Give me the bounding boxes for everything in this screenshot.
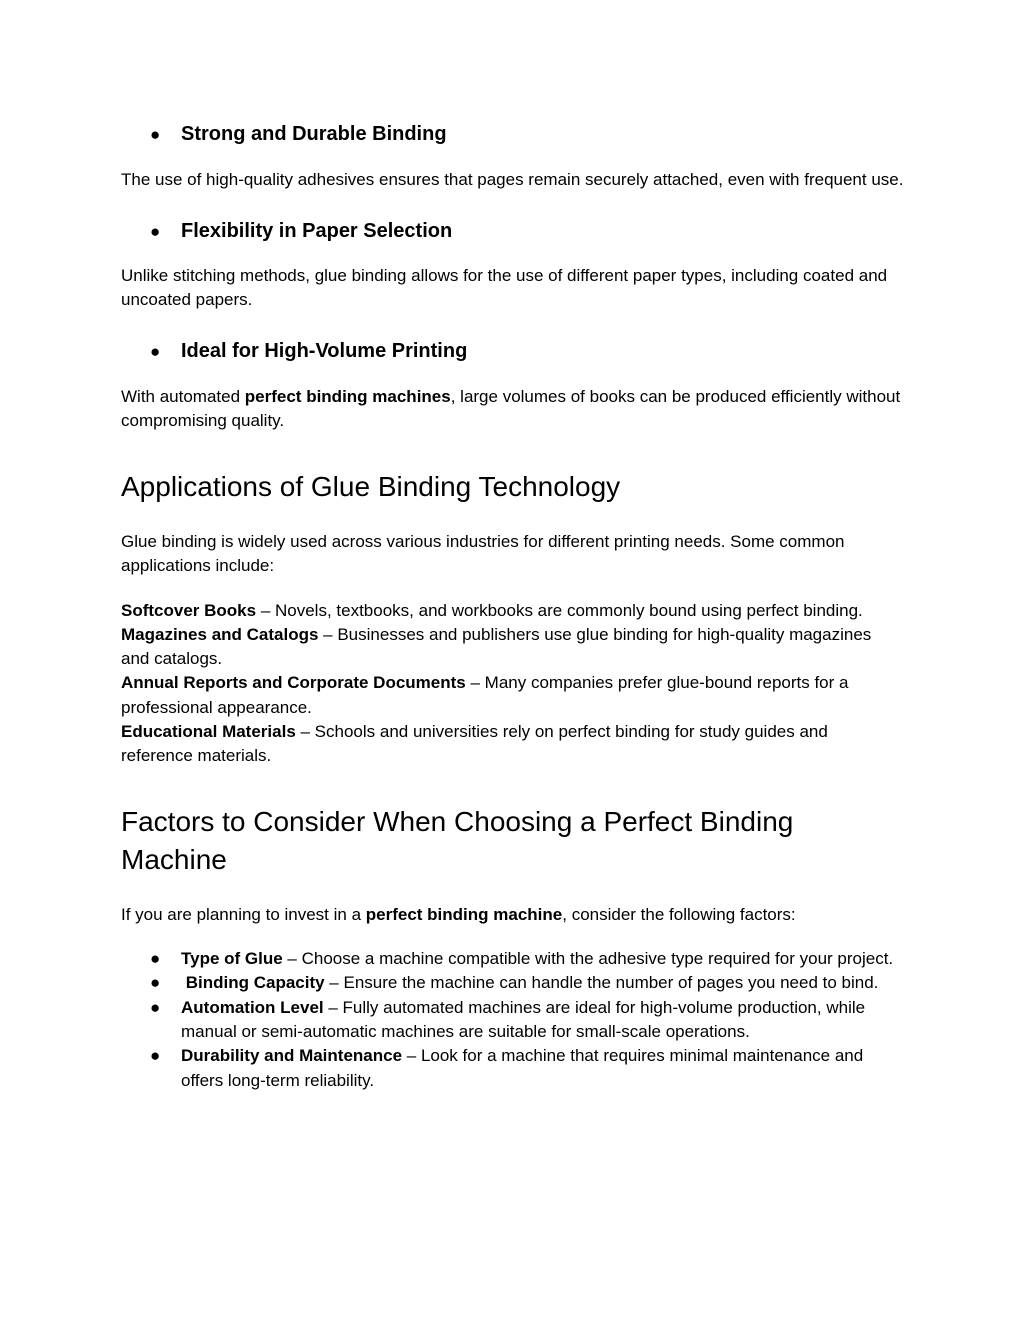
bold-term: perfect binding machines	[244, 386, 451, 406]
application-desc: – Schools and universities rely on perfect binding for study guides and reference materials.	[121, 721, 828, 766]
factor-term: Automation Level	[181, 997, 324, 1017]
application-desc: – Novels, textbooks, and workbooks are commonly bound using perfect binding.	[256, 600, 863, 620]
factor-text	[181, 971, 901, 995]
paragraph-strong-durable: The use of high-quality adhesives ensures that pages remain securely attached, even with frequent use.	[121, 170, 904, 189]
text-run: With automated	[121, 386, 245, 406]
application-item	[121, 720, 904, 769]
applications-list	[121, 599, 904, 769]
bold-term: perfect binding machine	[365, 904, 563, 924]
application-desc: – Businesses and publishers use glue binding for high-quality magazines and catalogs.	[121, 624, 872, 669]
bullet-icon: ●	[150, 341, 161, 361]
application-term: Annual Reports and Corporate Documents	[121, 673, 466, 693]
application-item	[121, 599, 904, 623]
applications-intro: Glue binding is widely used across various industries for different printing needs. Some common applications include:	[121, 531, 845, 575]
factor-item	[121, 1044, 904, 1093]
factor-item	[121, 947, 904, 971]
application-item	[121, 671, 904, 720]
factor-text	[181, 996, 901, 1045]
factor-term: Durability and Maintenance	[181, 1046, 403, 1066]
heading-strong-durable-binding	[121, 120, 904, 149]
factors-title: Factors to Consider When Choosing a Perfect Binding Machine	[121, 805, 794, 875]
factor-term: Binding Capacity	[181, 973, 325, 993]
bullet-icon: ●	[150, 221, 161, 241]
factor-desc: – Fully automated machines are ideal for high-volume production, while manual or semi-automatic machines are suitable for small-scale operations.	[181, 997, 866, 1041]
bullet-icon: ●	[150, 997, 161, 1017]
paragraph-flexibility: Unlike stitching methods, glue binding allows for the use of different paper types, including coated and uncoated papers.	[121, 265, 888, 309]
bullet-icon: ●	[150, 1046, 161, 1066]
application-item	[121, 623, 904, 672]
factors-intro	[121, 903, 904, 928]
factor-item	[121, 971, 904, 995]
application-term: Softcover Books	[121, 600, 257, 620]
bullet-icon: ●	[150, 949, 161, 969]
bullet-icon: ●	[150, 125, 161, 144]
text-run: If you are planning to invest in a	[121, 904, 366, 924]
heading-high-volume	[121, 337, 904, 366]
application-term: Educational Materials	[121, 721, 296, 741]
factor-desc: – Choose a machine compatible with the adhesive type required for your project.	[282, 949, 894, 969]
heading-flexibility-paper	[121, 217, 904, 246]
heading-text: Ideal for High-Volume Printing	[181, 339, 468, 362]
text-run: , large volumes of books can be produced efficiently without compromising quality.	[121, 386, 901, 430]
factors-list	[121, 947, 904, 1093]
paragraph-high-volume	[121, 385, 904, 434]
heading-text: Strong and Durable Binding	[181, 123, 447, 145]
factor-term: Type of Glue	[181, 949, 283, 969]
factor-text	[181, 1044, 901, 1093]
heading-text: Flexibility in Paper Selection	[181, 219, 453, 242]
factor-text	[181, 947, 901, 971]
bullet-icon: ●	[150, 973, 161, 993]
factor-item	[121, 996, 904, 1045]
factor-desc: – Look for a machine that requires minimal maintenance and offers long-term reliability.	[181, 1046, 864, 1090]
factor-desc: – Ensure the machine can handle the number of pages you need to bind.	[324, 973, 879, 993]
applications-title: Applications of Glue Binding Technology	[121, 470, 621, 502]
text-run: , consider the following factors:	[562, 904, 796, 924]
application-desc: – Many companies prefer glue-bound reports for a professional appearance.	[121, 673, 849, 717]
application-term: Magazines and Catalogs	[121, 624, 319, 644]
